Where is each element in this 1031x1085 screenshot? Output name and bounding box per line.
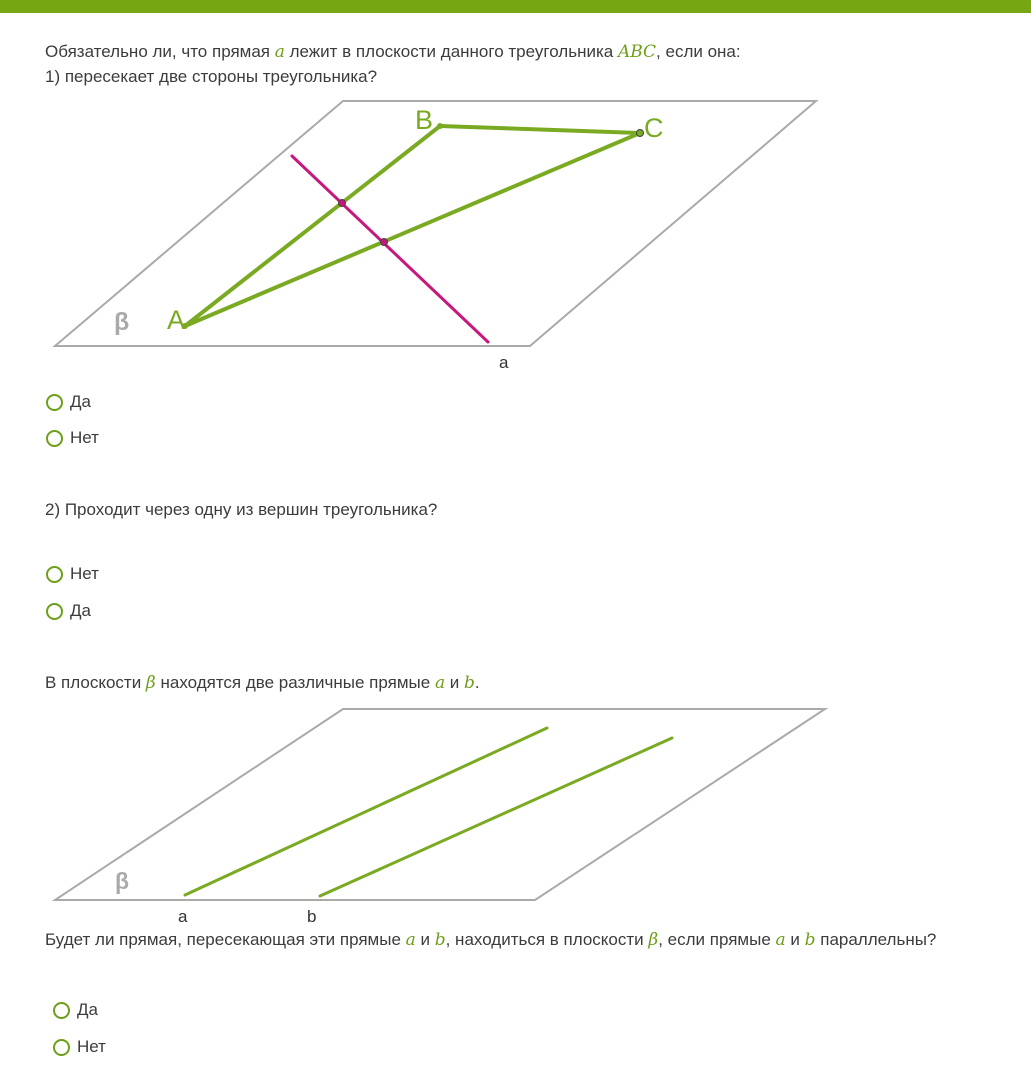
q3-intro-part2: находятся две различные прямые	[155, 673, 435, 692]
var-a: a	[434, 673, 446, 693]
label-line-a: a	[178, 907, 188, 926]
var-b: b	[464, 673, 475, 693]
q3-part3: , находиться в плоскости	[445, 930, 649, 949]
q3-intro-part1: В плоскости	[45, 673, 146, 692]
label-vertex-c: C	[644, 113, 664, 143]
q3-intro-part3: и	[445, 673, 465, 692]
q1-intro-part3: , если она:	[656, 42, 741, 61]
var-a: a	[775, 930, 786, 950]
q3-part6: параллельны?	[815, 930, 937, 949]
label-vertex-a: A	[167, 305, 186, 335]
var-a: a	[405, 930, 416, 950]
var-b: b	[804, 930, 816, 950]
option-label: Да	[70, 601, 91, 620]
option-label: Да	[70, 392, 91, 411]
q1-intro-part2: лежит в плоскости данного треугольника	[284, 42, 618, 61]
option-label: Нет	[77, 1037, 106, 1056]
q3-part2: и	[415, 930, 435, 949]
label-line-a: a	[499, 353, 509, 372]
var-beta: β	[145, 673, 156, 693]
q3-intro-part4: .	[474, 673, 480, 692]
var-abc: ABC	[617, 42, 657, 62]
line-b	[320, 738, 672, 896]
option-label: Да	[77, 1000, 98, 1019]
var-a: a	[274, 42, 285, 62]
question-2-text: 2) Проходит через одну из вершин треугольника?	[45, 500, 438, 519]
q3-option-no[interactable]	[53, 1034, 106, 1060]
label-plane-beta: β	[115, 868, 130, 894]
var-b: b	[434, 930, 446, 950]
radio-button-icon[interactable]	[53, 1002, 70, 1019]
q3-part1: Будет ли прямая, пересекающая эти прямые	[45, 930, 406, 949]
label-plane-beta: β	[114, 308, 130, 336]
q3-part5: и	[785, 930, 805, 949]
line-a	[185, 728, 547, 895]
option-label: Нет	[70, 428, 99, 447]
radio-button-icon[interactable]	[53, 1039, 70, 1056]
option-label: Нет	[70, 564, 99, 583]
question-3-text	[45, 929, 936, 951]
label-vertex-b: B	[415, 105, 434, 135]
q3-option-yes[interactable]	[53, 997, 98, 1023]
var-beta: β	[648, 930, 659, 950]
q1-intro-part1: Обязательно ли, что прямая	[45, 42, 275, 61]
question-1-sub: 1) пересекает две стороны треугольника?	[45, 67, 378, 86]
plane-beta	[55, 709, 825, 900]
q3-part4: , если прямые	[658, 930, 776, 949]
label-line-b: b	[307, 907, 317, 926]
